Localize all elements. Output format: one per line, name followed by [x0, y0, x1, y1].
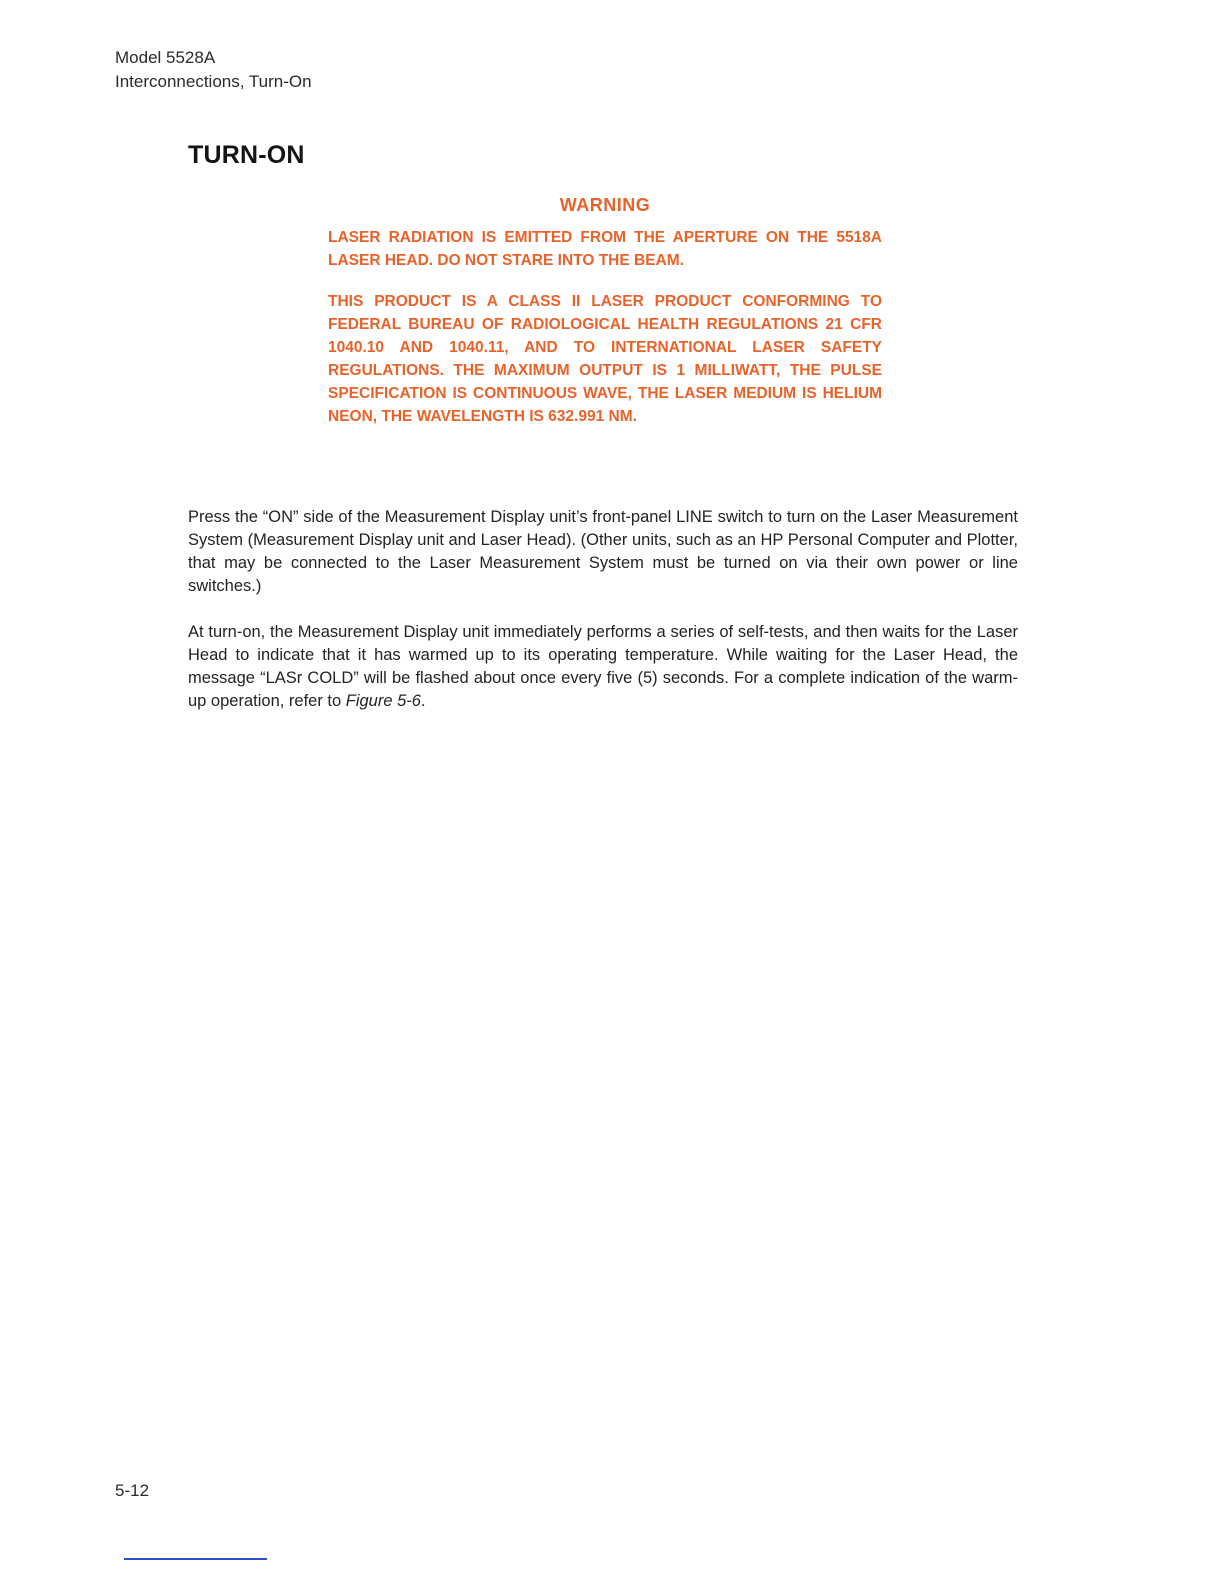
warning-paragraph-classification: THIS PRODUCT IS A CLASS II LASER PRODUCT CONFORMING TO FEDERAL BUREAU OF RADIOLOGICAL HEALTH REGULATIONS 21 CFR 1040.10 AND 1040.11, AND TO INTERNATIONAL LASER SAFETY REGULATIONS. THE MAXIMUM OUTPUT IS 1 MILLIWATT, THE PULSE SPECIFICATION IS CONTINUOUS WAVE, THE LASER MEDIUM IS HELIUM NEON, THE WAVELENGTH IS 632.991 NM. — [328, 293, 882, 425]
warning-title: WARNING — [559, 195, 651, 215]
header-model: Model 5528A — [115, 48, 216, 67]
page-number: 5-12 — [115, 1481, 150, 1500]
warning-paragraph-radiation: LASER RADIATION IS EMITTED FROM THE APERTURE ON THE 5518A LASER HEAD. DO NOT STARE INTO THE BEAM. — [328, 229, 882, 269]
running-header — [115, 46, 312, 94]
self-test-text-end: . — [420, 692, 426, 710]
body-paragraph-self-test — [188, 621, 1018, 713]
warning-block — [328, 194, 882, 446]
figure-reference: Figure 5-6 — [345, 692, 421, 710]
body-paragraph-turn-on: Press the “ON” side of the Measurement Display unit’s front-panel LINE switch to turn on the Laser Measurement System (Measurement Display unit and Laser Head). (Other units, such as an HP Personal Computer and Plotter, that may be connected to the Laser Measurement System must be turned on via their own power or line switches.) — [188, 508, 1018, 595]
header-section: Interconnections, Turn-On — [115, 72, 312, 91]
section-title: TURN-ON — [188, 141, 305, 169]
body-text — [188, 506, 1018, 736]
bottom-rule — [124, 1558, 267, 1560]
self-test-text: At turn-on, the Measurement Display unit immediately performs a series of self-tests, and then waits for the Laser Head to indicate that it has warmed up to its operating temperature. While waiting for the Laser Head, the message “LASr COLD” will be flashed about once every five (5) seconds. For a complete indication of the warm-up operation, refer to — [188, 623, 1018, 710]
